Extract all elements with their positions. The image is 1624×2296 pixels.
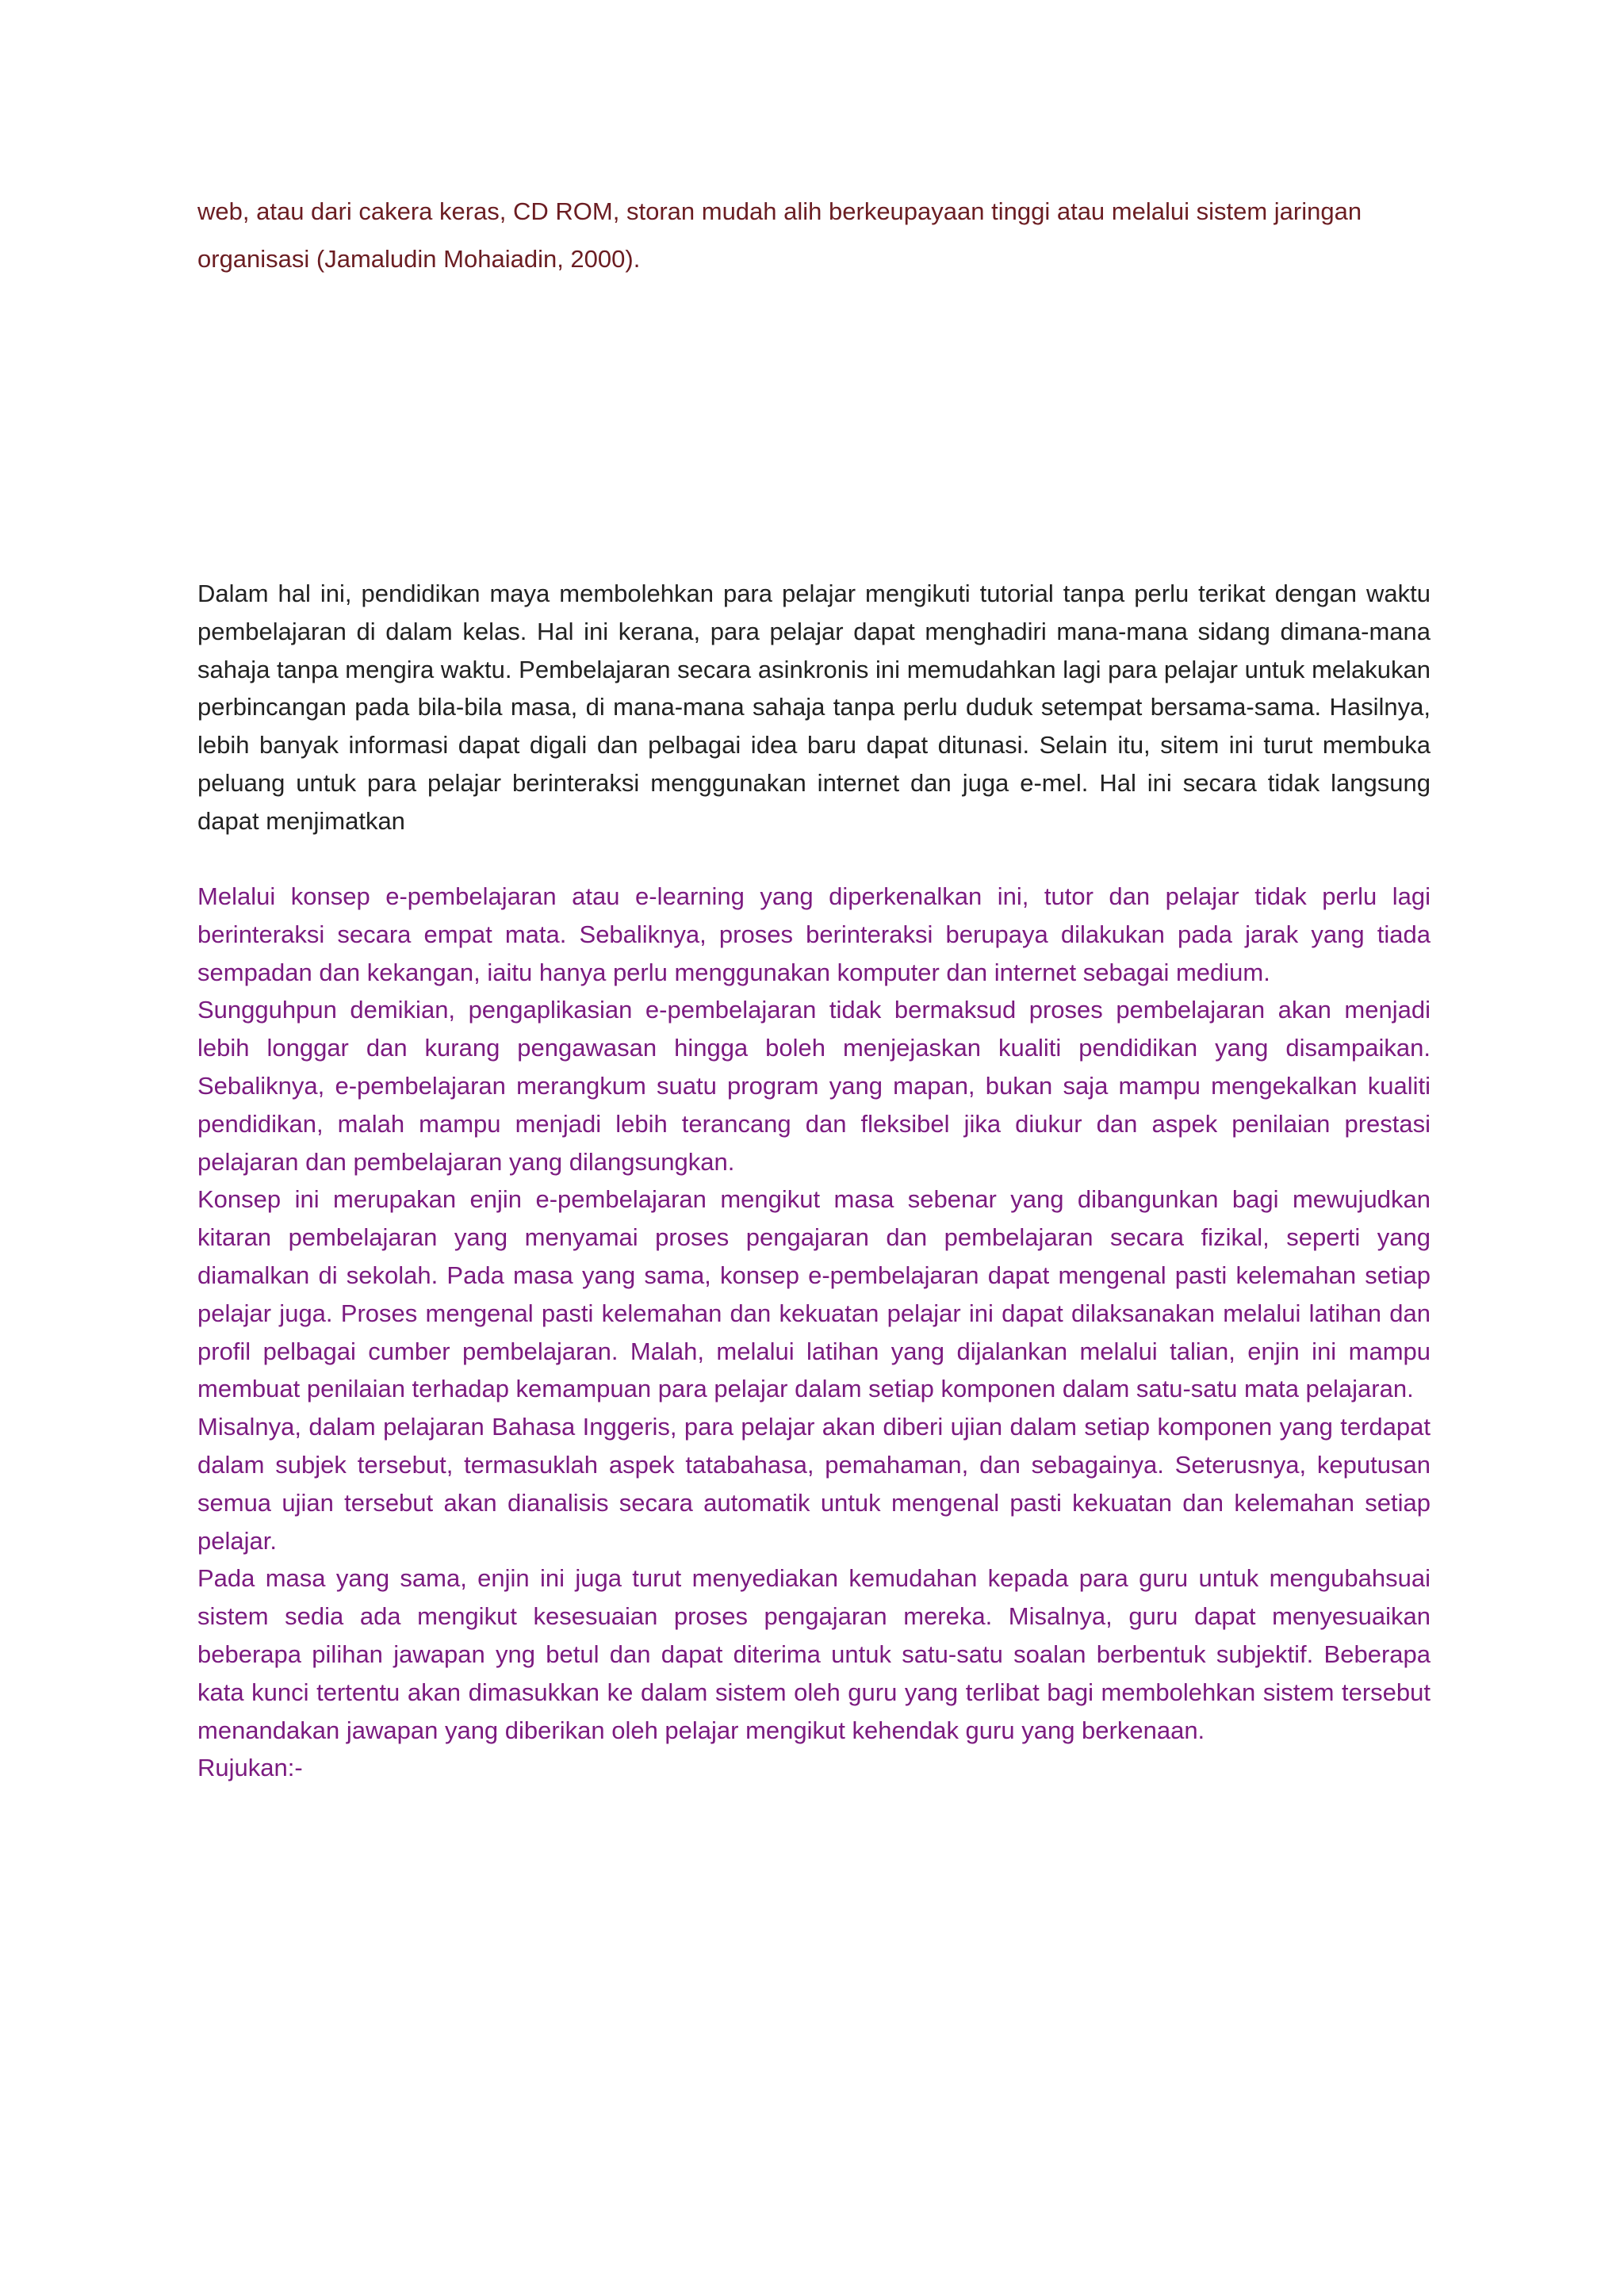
asynchronous-learning-block: [197, 575, 1431, 840]
asynchronous-paragraph: Dalam hal ini, pendidikan maya membolehkan para pelajar mengikuti tutorial tanpa perlu terikat dengan waktu pembelajaran di dalam kelas. Hal ini kerana, para pelajar dapat menghadiri mana-mana sidang dimana-mana sahaja tanpa mengira waktu. Pembelajaran secara asinkronis ini memudahkan lagi para pelajar untuk melakukan perbincangan pada bila-bila masa, di mana-mana sahaja tanpa perlu duduk setempat bersama-sama. Hasilnya, lebih banyak informasi dapat digali dan pelbagai idea baru dapat ditunasi. Selain itu, sitem ini turut membuka peluang untuk para pelajar berinteraksi menggunakan internet dan juga e-mel. Hal ini secara tidak langsung dapat menjimatkan: [197, 580, 1431, 835]
elearning-paragraph-4: Misalnya, dalam pelajaran Bahasa Inggeris, para pelajar akan diberi ujian dalam setiap komponen yang terdapat dalam subjek tersebut, termasuklah aspek tatabahasa, pemahaman, dan sebagainya. Seterusnya, keputusan semua ujian tersebut akan dianalisis secara automatik untuk mengenal pasti kekuatan dan kelemahan setiap pelajar.: [197, 1413, 1431, 1555]
elearning-paragraph-3: Konsep ini merupakan enjin e-pembelajaran mengikut masa sebenar yang dibangunkan bagi mewujudkan kitaran pembelajaran yang menyamai proses pengajaran dan pembelajaran secara fizikal, seperti yang diamalkan di sekolah. Pada masa yang sama, konsep e-pembelajaran dapat mengenal pasti kelemahan setiap pelajar juga. Proses mengenal pasti kelemahan dan kekuatan pelajar ini dapat dilaksanakan melalui latihan dan profil pelbagai cumber pembelajaran. Malah, melalui latihan yang dijalankan melalui talian, enjin ini mampu membuat penilaian terhadap kemampuan para pelajar dalam setiap komponen dalam satu-satu mata pelajaran.: [197, 1185, 1431, 1403]
intro-text-block: [197, 188, 1403, 283]
elearning-paragraph-1: Melalui konsep e-pembelajaran atau e-learning yang diperkenalkan ini, tutor dan pelajar tidak perlu lagi berinteraksi secara empat mata. Sebaliknya, proses berinteraksi berupaya dilakukan pada jarak yang tiada sempadan dan kekangan, iaitu hanya perlu menggunakan komputer dan internet sebagai medium.: [197, 882, 1431, 986]
elearning-paragraph-5: Pada masa yang sama, enjin ini juga turut menyediakan kemudahan kepada para guru untuk mengubahsuai sistem sedia ada mengikut kesesuaian proses pengajaran mereka. Misalnya, guru dapat menyesuaikan beberapa pilihan jawapan yng betul dan dapat diterima untuk satu-satu soalan berbentuk subjektif. Beberapa kata kunci tertentu akan dimasukkan ke dalam sistem oleh guru yang terlibat bagi membolehkan sistem tersebut menandakan jawapan yang diberikan oleh pelajar mengikut kehendak guru yang berkenaan.: [197, 1564, 1431, 1744]
elearning-text-block: [197, 878, 1431, 1787]
references-heading: Rujukan:-: [197, 1754, 303, 1782]
elearning-paragraph-2: Sungguhpun demikian, pengaplikasian e-pembelajaran tidak bermaksud proses pembelajaran akan menjadi lebih longgar dan kurang pengawasan hingga boleh menjejaskan kualiti pendidikan yang disampaikan. Sebaliknya, e-pembelajaran merangkum suatu program yang mapan, bukan saja mampu mengekalkan kualiti pendidikan, malah mampu menjadi lebih terancang dan fleksibel jika diukur dan aspek penilaian prestasi pelajaran dan pembelajaran yang dilangsungkan.: [197, 996, 1431, 1176]
intro-paragraph: web, atau dari cakera keras, CD ROM, storan mudah alih berkeupayaan tinggi atau melalui sistem jaringan organisasi (Jamaludin Mohaiadin, 2000).: [197, 197, 1362, 273]
